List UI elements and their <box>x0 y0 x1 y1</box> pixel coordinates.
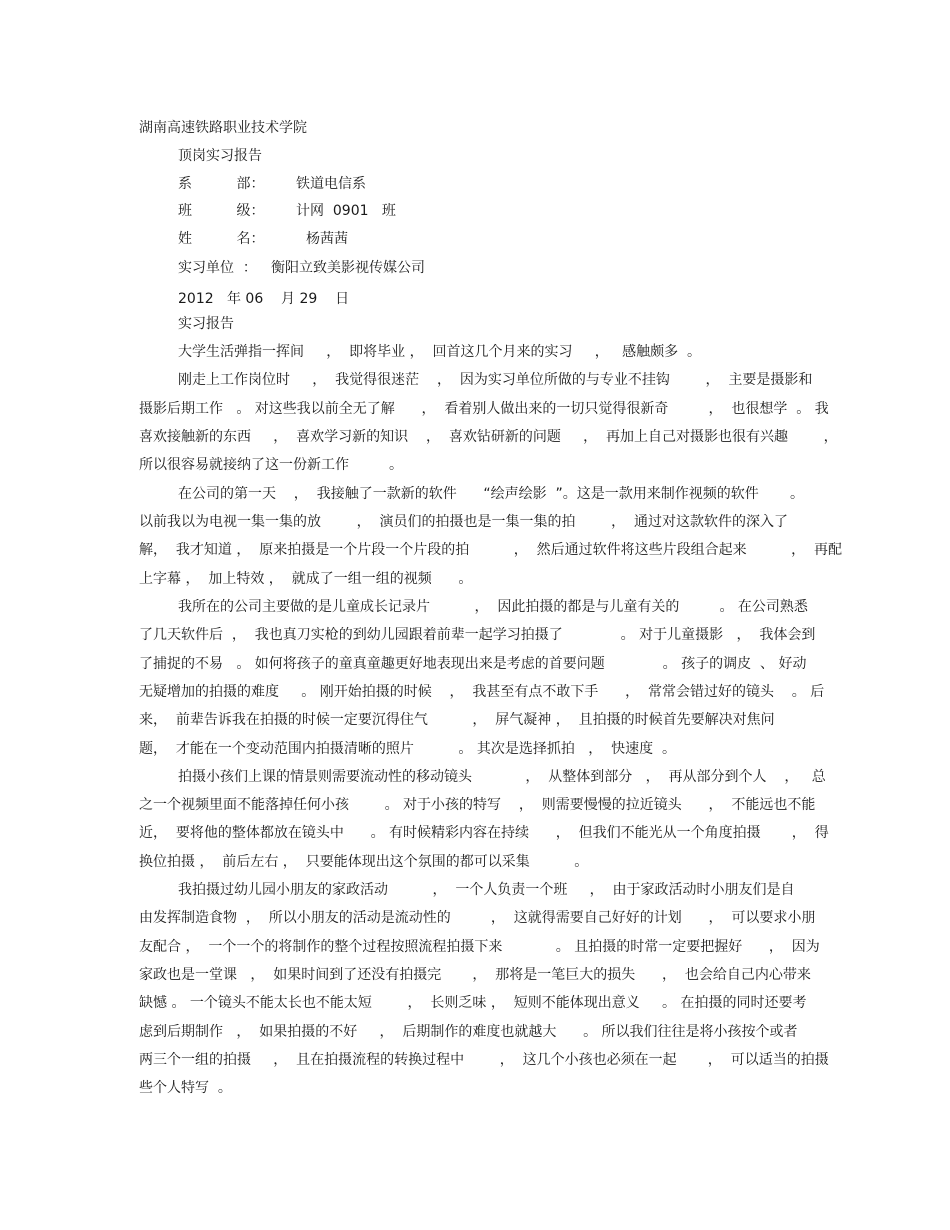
section-title: 实习报告 <box>178 316 234 332</box>
body-line: 所以很容易就接纳了这一份新工作 。 <box>139 457 404 473</box>
class-label: 班 级： <box>178 203 265 219</box>
institution-name: 湖南高速铁路职业技术学院 <box>139 120 307 136</box>
report-date: 2012 年 06 月 29 日 <box>178 291 350 307</box>
body-line: 大学生活弹指一挥间 ， 即将毕业 ， 回首这几个月来的实习 ， 感触颇多 。 <box>178 344 702 360</box>
body-line: 之一个视频里面不能落掉任何小孩 。 对于小孩的特写 ， 则需要慢慢的拉近镜头 ， 不能远也不能 <box>139 797 816 813</box>
body-line: 拍摄小孩们上课的情景则需要流动性的移动镜头 ， 从整体到部分 ， 再从部分到个人 ， 总 <box>178 769 826 785</box>
body-line: 以前我以为电视一集一集的放 ， 演员们的拍摄也是一集一集的拍 ， 通过对这款软件的深入了 <box>139 514 789 530</box>
dept-value: 铁道电信系 <box>296 176 366 192</box>
body-line: 无疑增加的拍摄的难度 。 刚开始拍摄的时候 ， 我甚至有点不敢下手 ， 常常会错过好的镜头 。 后 <box>139 684 825 700</box>
body-line: 两三个一组的拍摄 ， 且在拍摄流程的转换过程中 ， 这几个小孩也必须在一起 ， 可以适当的拍摄 <box>139 1052 829 1068</box>
body-line: 我拍摄过幼儿园小朋友的家政活动 ， 一个人负责一个班 ， 由于家政活动时小朋友们是自 <box>178 882 795 898</box>
body-line: 换位拍摄 ， 前后左右 ， 只要能体现出这个氛围的都可以采集 。 <box>139 854 589 870</box>
body-line: 题， 才能在一个变动范围内拍摄清晰的照片 。 其次是选择抓拍 ， 快速度 。 <box>139 741 677 757</box>
body-line: 解， 我才知道 ， 原来拍摄是一个片段一个片段的拍 ， 然后通过软件将这些片段组合起来 ， 再配 <box>139 542 843 558</box>
body-line: 了几天软件后 ， 我也真刀实枪的到幼儿园跟着前辈一起学习拍摄了 。 对于儿童摄影 ， 我体会到 <box>139 627 816 643</box>
body-line: 友配合 ， 一个一个的将制作的整个过程按照流程拍摄下来 。 且拍摄的时常一定要把握好 ， 因为 <box>139 939 820 955</box>
report-title: 顶岗实习报告 <box>178 148 262 164</box>
name-label: 姓 名： <box>178 231 265 247</box>
body-line: 上字幕 ， 加上特效 ， 就成了一组一组的视频 。 <box>139 571 473 587</box>
body-line: 家政也是一堂课 ， 如果时间到了还没有拍摄完 ， 那将是一笔巨大的损失 ， 也会给自己内心带来 <box>139 967 811 983</box>
body-line: 我所在的公司主要做的是儿童成长记录片 ， 因此拍摄的都是与儿童有关的 。 在公司熟悉 <box>178 599 808 615</box>
body-line: 近， 要将他的整体都放在镜头中 。 有时候精彩内容在持续 ， 但我们不能光从一个角度拍摄 ， 得 <box>139 825 829 841</box>
name-value: 杨茜茜 <box>306 231 348 247</box>
body-line: 缺憾 。 一个镜头不能太长也不能太短 ， 长则乏味 ， 短则不能体现出意义 。 在拍摄的同时还要考 <box>139 995 807 1011</box>
body-line: 了捕捉的不易 。 如何将孩子的童真童趣更好地表现出来是考虑的首要问题 。 孩子的调皮 、 好动 <box>139 656 807 672</box>
body-line: 摄影后期工作 。 对这些我以前全无了解 ， 看着别人做出来的一切只觉得很新奇 ， 也很想学 。 我 <box>139 401 829 417</box>
body-line: 在公司的第一天 ， 我接触了一款新的软件 “绘声绘影 ”。这是一款用来制作视频的软件 。 <box>178 486 804 502</box>
unit-label: 实习单位 ： <box>178 260 257 276</box>
body-line: 虑到后期制作 ， 如果拍摄的不好 ， 后期制作的难度也就越大 。 所以我们往往是将小孩按个或者 <box>139 1024 798 1040</box>
body-line: 由发挥制造食物 ， 所以小朋友的活动是流动性的 ， 这就得需要自己好好的计划 ， 可以要求小朋 <box>139 910 816 926</box>
dept-label: 系 部： <box>178 176 265 192</box>
class-value: 计网 0901 班 <box>296 203 396 219</box>
body-line: 些个人特写 。 <box>139 1080 232 1096</box>
unit-value: 衡阳立致美影视传媒公司 <box>271 260 425 276</box>
body-line: 喜欢接触新的东西 ， 喜欢学习新的知识 ， 喜欢钻研新的问题 ， 再加上自己对摄影也很有兴趣 ， <box>139 429 838 445</box>
body-line: 刚走上工作岗位时 ， 我觉得很迷茫 ， 因为实习单位所做的与专业不挂钩 ， 主要是摄影和 <box>178 372 813 388</box>
body-line: 来， 前辈告诉我在拍摄的时候一定要沉得住气 ， 屏气凝神 ， 且拍摄的时候首先要解决对焦问 <box>139 712 775 728</box>
